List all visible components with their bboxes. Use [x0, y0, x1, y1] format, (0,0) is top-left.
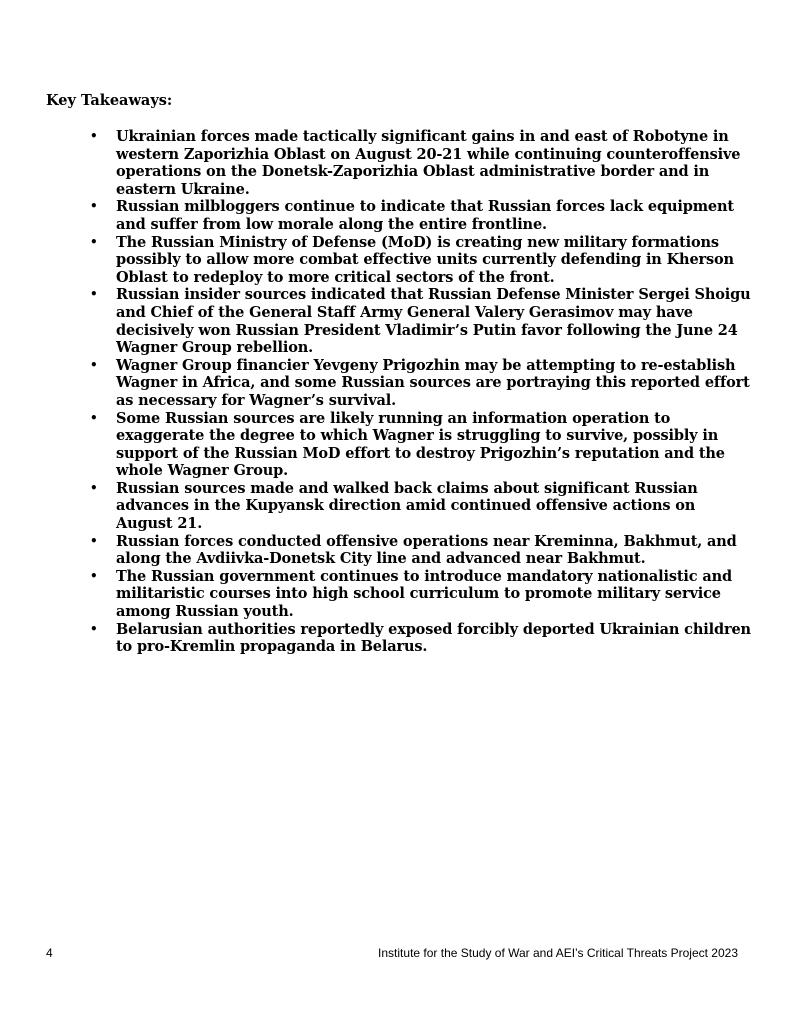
takeaway-text: Russian forces conducted offensive operations near Kreminna, Bakhmut, and along the Avdiivka-Donetsk City line and advanced near Bakhmut. [116, 532, 737, 568]
bullet-icon: • [90, 199, 98, 214]
takeaway-item [90, 357, 756, 410]
takeaway-item [90, 410, 756, 480]
bullet-icon: • [90, 410, 98, 425]
page-footer [0, 944, 791, 962]
takeaway-text: Russian sources made and walked back claims about significant Russian advances in the Kupyansk direction amid continued offensive actions on August 21. [116, 479, 698, 533]
takeaway-item [90, 568, 756, 621]
bullet-icon: • [90, 234, 98, 249]
bullet-icon: • [90, 129, 98, 143]
bullet-icon: • [90, 533, 98, 548]
bullet-icon: • [90, 568, 98, 583]
takeaway-text: Russian milbloggers continue to indicate that Russian forces lack equipment and suffer from low morale along the entire frontline. [116, 198, 734, 233]
takeaway-text: The Russian Ministry of Defense (MoD) is creating new military formations possibly to allow more combat effective units currently defending in Kherson Oblast to redeploy to more critical sectors of the front. [116, 233, 734, 286]
bullet-icon: • [90, 480, 98, 495]
takeaway-text: Russian insider sources indicated that Russian Defense Minister Sergei Shoigu and Chief of the General Staff Army General Valery Gerasimov may have decisively won Russian President Vladimir’s Putin favor following the June 24 Wagner Group rebellion. [116, 286, 751, 357]
takeaways-list [90, 128, 756, 656]
takeaway-text: Some Russian sources are likely running an information operation to exaggerate the degree to which Wagner is struggling to survive, possibly in support of the Russian MoD effort to destroy Prigozhin’s reputation and the whole Wagner Group. [116, 409, 725, 480]
key-takeaways-heading: Key Takeaways: [46, 92, 173, 109]
takeaway-item [90, 621, 756, 656]
takeaway-item [90, 234, 756, 287]
takeaway-item [90, 533, 756, 568]
takeaway-item [90, 286, 756, 356]
page-number: 4 [46, 946, 53, 960]
takeaway-text: Ukrainian forces made tactically significant gains in and east of Robotyne in western Zaporizhia Oblast on August 20-21 while continuing counteroffensive operations on the Donetsk-Zaporizhia Oblast administrative border and in eastern Ukraine. [116, 128, 741, 198]
takeaway-text: Belarusian authorities reportedly exposed forcibly deported Ukrainian children to pro-Kremlin propaganda in Belarus. [116, 620, 751, 656]
bullet-icon: • [90, 287, 98, 302]
takeaway-text: The Russian government continues to introduce mandatory nationalistic and militaristic courses into high school curriculum to promote military service among Russian youth. [116, 567, 732, 621]
takeaway-item [90, 128, 756, 198]
takeaway-text: Wagner Group financier Yevgeny Prigozhin may be attempting to re-establish Wagner in Africa, and some Russian sources are portraying this reported effort as necessary for Wagner’s survival. [116, 356, 750, 409]
footer-organization: Institute for the Study of War and AEI’s Critical Threats Project 2023 [378, 946, 738, 960]
bullet-icon: • [90, 357, 98, 372]
bullet-icon: • [90, 621, 98, 636]
takeaway-item [90, 480, 756, 533]
takeaway-item [90, 198, 756, 233]
